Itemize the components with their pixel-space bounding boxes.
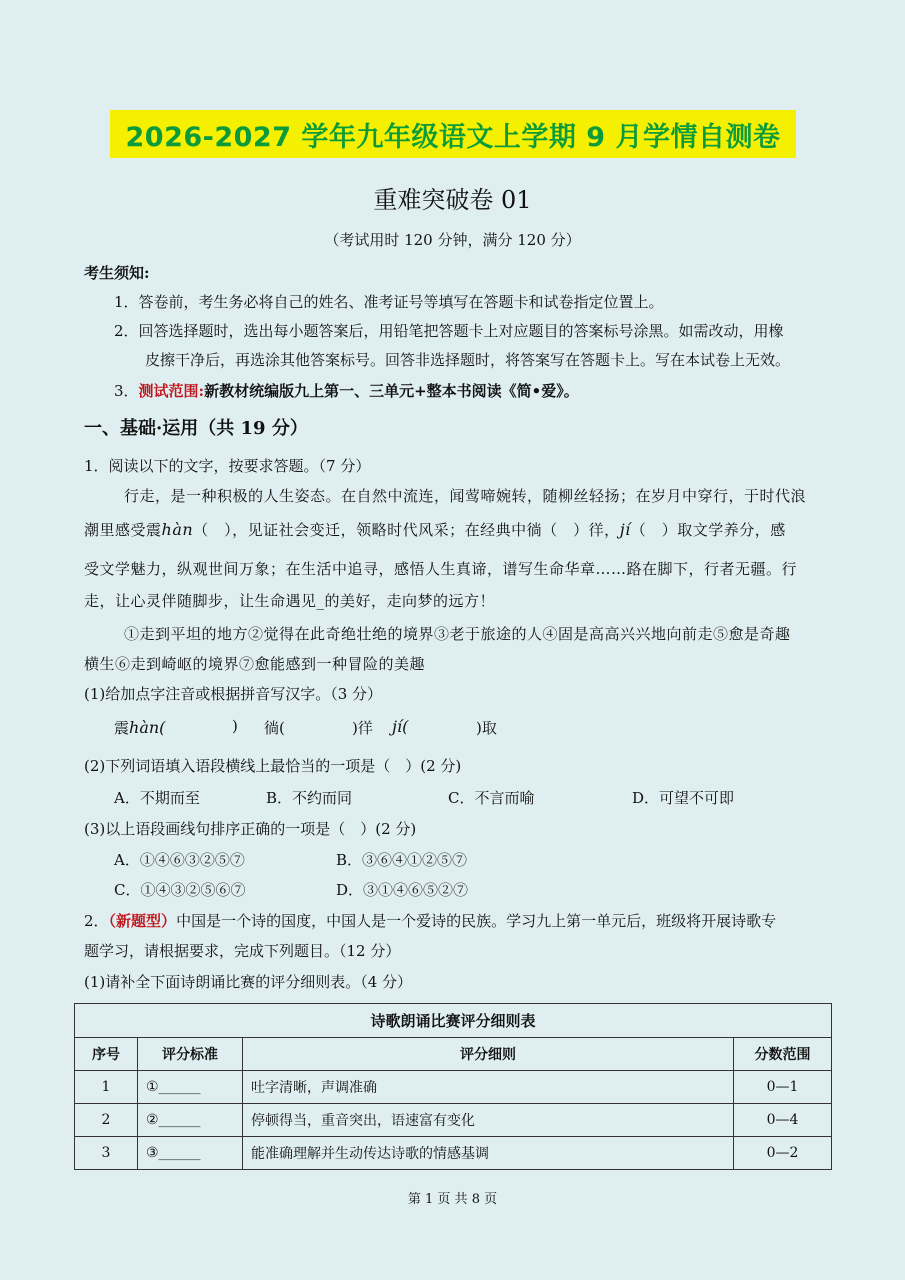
table-header-row [75,1038,832,1071]
q1-sub3-option-b: B．③⑥④①②⑤⑦ [336,851,468,869]
scoring-table [74,1003,832,1170]
q1-para1-line-4: 走，让心灵伴随脚步，让生命遇见_的美好，走向梦的远方！ [84,592,496,610]
row-index: 1 [75,1071,138,1104]
q1-sub1-c-close: )取 [476,719,497,737]
header-details: 评分细则 [243,1038,734,1071]
q1-para2-line-2: 横生⑥走到崎岖的境界⑦愈能感到一种冒险的美趣 [84,655,426,673]
table-caption-row [75,1004,832,1038]
notice-item-2-line-2: 皮擦干净后，再选涂其他答案标号。回答非选择题时，将答案写在答题卡上。写在本试卷上无效。 [145,351,791,369]
pinyin-ji: jí [619,520,631,539]
q1-para1-line-2 [84,519,786,540]
row-score-range: 0—1 [734,1071,832,1104]
q1-sub3-option-d: D．③①④⑥⑤②⑦ [336,881,469,899]
row-criteria: ③______ [138,1137,243,1170]
row-details: 能准确理解并生动传达诗歌的情感基调 [243,1137,734,1170]
q1-sub1-b: 徜( [264,719,285,737]
notice-heading: 考生须知: [84,264,150,282]
q1-sub1-a-close: ) [232,717,238,735]
q1-sub2-option-d: D．可望不可即 [632,789,735,807]
q1-sub3-option-c: C．①④③②⑤⑥⑦ [114,881,246,899]
title-banner [110,110,796,158]
q1-sub1-b-close: )徉 [352,719,373,737]
new-type-tag: （新题型） [108,912,177,930]
q1-sub1: (1)给加点字注音或根据拼音写汉字。（3 分） [84,685,383,703]
q2-stem-line-1 [84,910,776,931]
q1-sub2-option-a: A．不期而至 [114,789,200,807]
row-details: 吐字清晰，声调准确 [243,1071,734,1104]
q1-sub1-a-char: 震 [114,719,130,737]
q1-para1-line-2-b: （ ），见证社会变迁，领略时代风采；在经典中徜（ ）徉， [193,521,620,539]
row-index: 2 [75,1104,138,1137]
exam-info: （考试用时 120 分钟，满分 120 分） [324,231,581,249]
row-criteria: ①______ [138,1071,243,1104]
row-criteria: ②______ [138,1104,243,1137]
row-index: 3 [75,1137,138,1170]
q1-sub2-option-c: C．不言而喻 [448,789,535,807]
q1-sub1-c-pinyin: jí( [392,717,409,736]
q1-sub1-a-pinyin: hàn( [129,718,166,737]
section-1-heading: 一、基础·运用（共 19 分） [84,418,308,439]
pinyin-han: hàn [161,520,194,539]
q2-stem-line-2: 题学习，请根据要求，完成下列题目。（12 分） [84,942,401,960]
page-footer: 第 1 页 共 8 页 [407,1192,498,1207]
header-criteria: 评分标准 [138,1038,243,1071]
page-title: 2026-2027 学年九年级语文上学期 9 月学情自测卷 [125,121,781,153]
test-scope-label: 测试范围: [138,382,205,400]
q2-sub1: (1)请补全下面诗朗诵比赛的评分细则表。（4 分） [84,973,413,991]
table-caption: 诗歌朗诵比赛评分细则表 [75,1004,832,1038]
q1-para1-line-2-a: 潮里感受震 [84,521,162,539]
q1-para2-line-1: ①走到平坦的地方②觉得在此奇绝壮绝的境界③老于旅途的人④固是高高兴兴地向前走⑤愈是奇趣 [124,625,791,643]
row-score-range: 0—2 [734,1137,832,1170]
test-scope-text: 新教材统编版九上第一、三单元+整本书阅读《简•爱》。 [204,382,579,400]
q1-sub2-option-b: B．不约而同 [266,789,353,807]
q1-sub3-option-a: A．①④⑥③②⑤⑦ [114,851,245,869]
q2-stem-text: 中国是一个诗的国度，中国人是一个爱诗的民族。学习九上第一单元后，班级将开展诗歌专 [176,912,777,930]
row-details: 停顿得当，重音突出，语速富有变化 [243,1104,734,1137]
q1-stem: 1．阅读以下的文字，按要求答题。（7 分） [84,457,371,475]
q1-para1-line-1: 行走，是一种积极的人生姿态。在自然中流连，闻莺啼婉转，随柳丝轻扬；在岁月中穿行，于时代浪 [124,487,807,505]
page-subtitle: 重难突破卷 01 [373,186,532,214]
table-row [75,1071,832,1104]
table-row [75,1104,832,1137]
notice-item-3-num: 3． [114,382,139,400]
q2-number: 2． [84,912,109,930]
q1-sub2: (2)下列词语填入语段横线上最恰当的一项是（ ）(2 分) [84,757,462,775]
q1-sub1-a [114,717,165,738]
table-row [75,1137,832,1170]
q1-para1-line-3: 受文学魅力，纵观世间万象；在生活中追寻，感悟人生真谛，谱写生命华章……路在脚下，行者无疆。行 [84,560,798,578]
header-score-range: 分数范围 [734,1038,832,1071]
notice-item-3 [114,380,579,401]
q1-sub3: (3)以上语段画线句排序正确的一项是（ ）(2 分) [84,820,417,838]
header-index: 序号 [75,1038,138,1071]
notice-item-2-line-1: 2．回答选择题时，选出每小题答案后，用铅笔把答题卡上对应题目的答案标号涂黑。如需改动，用橡 [114,322,784,340]
notice-item-1: 1．答卷前，考生务必将自己的姓名、准考证号等填写在答题卡和试卷指定位置上。 [114,293,664,311]
q1-para1-line-2-c: （ ）取文学养分，感 [630,521,786,539]
row-score-range: 0—4 [734,1104,832,1137]
